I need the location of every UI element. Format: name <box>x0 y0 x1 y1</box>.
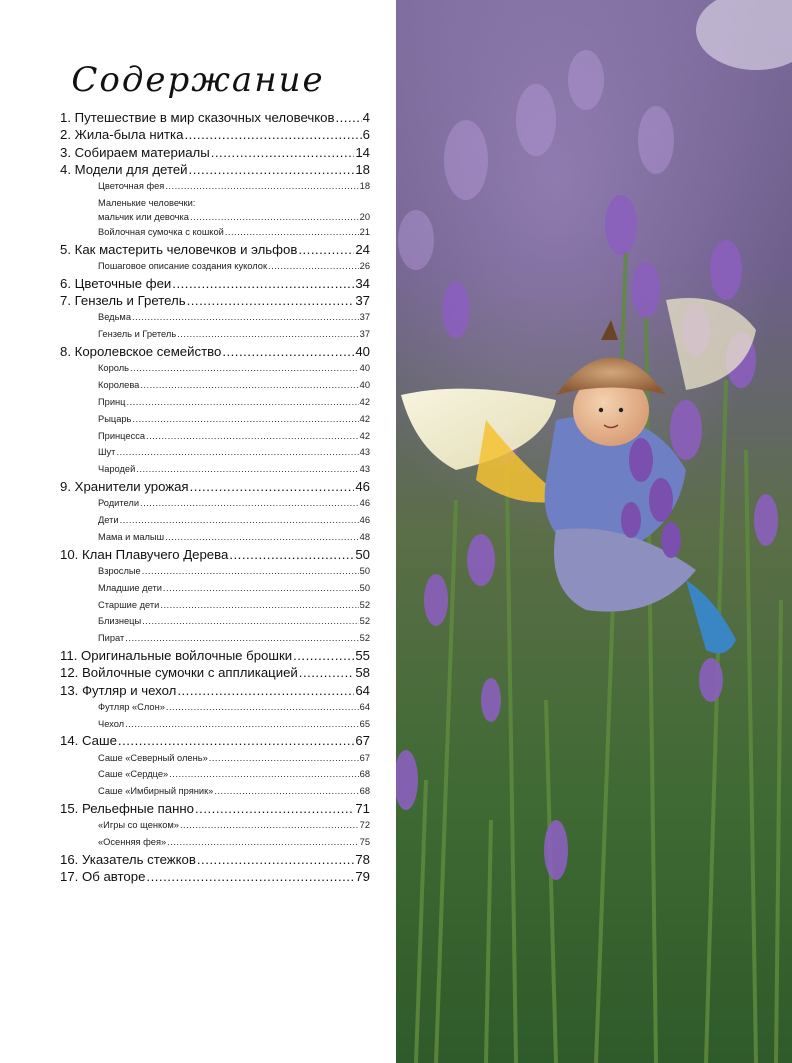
toc-leader-dots <box>268 258 359 275</box>
toc-page-number: 58 <box>355 665 370 681</box>
toc-subentry <box>60 597 370 614</box>
toc-page-number: 14 <box>355 144 370 160</box>
toc-leader-dots <box>335 109 361 126</box>
toc-chapter <box>60 161 370 178</box>
toc-subentry <box>60 178 370 195</box>
toc-leader-dots <box>190 478 355 495</box>
toc-chapter <box>60 647 370 664</box>
toc-entry-title: Пошаговое описание создания куколок <box>98 261 268 272</box>
toc-entry-title: 11. Оригинальные войлочные брошки <box>60 647 293 663</box>
toc-page-number: 65 <box>359 718 370 729</box>
toc-leader-dots <box>177 326 358 343</box>
toc-page-number: 67 <box>355 733 370 749</box>
toc-page-number: 75 <box>359 837 370 848</box>
toc-subentry <box>60 444 370 461</box>
toc-subentry <box>60 360 370 377</box>
toc-entry-title: Принцесса <box>98 430 146 441</box>
toc-page-number: 43 <box>359 464 370 475</box>
toc-leader-dots <box>298 241 354 258</box>
toc-entry-title: Старшие дети <box>98 599 160 610</box>
toc-page-number: 37 <box>359 329 370 340</box>
toc-page-number: 37 <box>355 293 370 309</box>
toc-page-number: 79 <box>355 869 370 885</box>
toc-leader-dots <box>165 529 359 546</box>
toc-chapter <box>60 241 370 258</box>
toc-subentry <box>60 630 370 647</box>
toc-page-number: 46 <box>359 515 370 526</box>
toc-leader-dots <box>136 461 358 478</box>
toc-leader-dots <box>146 428 359 445</box>
toc-entry-title: Пират <box>98 633 125 644</box>
toc-leader-dots <box>116 444 358 461</box>
toc-entry-title: Саше «Имбирный пряник» <box>98 786 214 797</box>
toc-subentry <box>60 428 370 445</box>
toc-page-number: 68 <box>359 769 370 780</box>
toc-page-number: 67 <box>359 752 370 763</box>
toc-entry-title: 4. Модели для детей <box>60 161 188 177</box>
toc-entry-title: 14. Саше <box>60 733 117 749</box>
toc-entry-title: Король <box>98 363 129 374</box>
toc-page-number: 46 <box>359 498 370 509</box>
toc-page-number: 50 <box>355 546 370 562</box>
toc-entry-title: 7. Гензель и Гретель <box>60 293 186 309</box>
toc-entry-title: мальчик или девочка <box>98 211 189 222</box>
toc-leader-dots <box>146 868 354 885</box>
toc-entry-title: Маленькие человечки: <box>98 197 196 208</box>
toc-leader-dots <box>211 144 355 161</box>
toc-leader-dots <box>118 732 354 749</box>
toc-leader-dots <box>214 783 358 800</box>
toc-entry-title: 15. Рельефные панно <box>60 801 194 817</box>
toc-entry-title: Ведьма <box>98 312 131 323</box>
toc-subentry <box>60 716 370 733</box>
toc-page-number: 18 <box>355 161 370 177</box>
toc-subentry <box>60 563 370 580</box>
toc-subentry <box>60 834 370 851</box>
toc-subentry <box>60 309 370 326</box>
toc-entry-title: 5. Как мастерить человечков и эльфов <box>60 241 298 257</box>
toc-entry-title: Шут <box>98 447 116 458</box>
toc-subentry <box>60 529 370 546</box>
toc-chapter <box>60 275 370 292</box>
toc-leader-dots <box>172 275 354 292</box>
toc-entry-title: 13. Футляр и чехол <box>60 682 177 698</box>
toc-leader-dots <box>189 161 355 178</box>
toc-entry-title: 2. Жила-была нитка <box>60 127 184 143</box>
toc-page-number: 6 <box>362 127 370 143</box>
toc-page-number: 64 <box>355 682 370 698</box>
toc-subentry <box>60 461 370 478</box>
toc-page-number: 50 <box>359 565 370 576</box>
toc-page-number: 43 <box>359 447 370 458</box>
toc-leader-dots <box>165 178 358 195</box>
toc-entry-title: «Осенняя фея» <box>98 837 167 848</box>
toc-leader-dots <box>127 394 359 411</box>
toc-entry-title: Рыцарь <box>98 413 132 424</box>
toc-leader-dots <box>222 343 354 360</box>
toc-page-number: 18 <box>359 181 370 192</box>
toc-subentry <box>60 495 370 512</box>
toc-page-number: 52 <box>359 616 370 627</box>
toc-subentry <box>60 512 370 529</box>
toc-subentry <box>60 411 370 428</box>
toc-page-number: 48 <box>359 531 370 542</box>
toc-leader-dots <box>125 716 359 733</box>
toc-leader-dots <box>195 800 354 817</box>
toc-page-number: 64 <box>359 701 370 712</box>
toc-entry-title: Младшие дети <box>98 582 162 593</box>
toc-subentry <box>60 210 370 224</box>
toc-subentry <box>60 580 370 597</box>
toc-page-number: 71 <box>355 801 370 817</box>
toc-leader-dots <box>163 580 359 597</box>
toc-page-number: 52 <box>359 633 370 644</box>
table-of-contents <box>60 109 370 886</box>
toc-page-number: 4 <box>362 110 370 125</box>
toc-entry-title: 9. Хранители урожая <box>60 478 189 494</box>
toc-subentry <box>60 699 370 716</box>
toc-page-number: 52 <box>359 599 370 610</box>
toc-page-number: 40 <box>355 344 370 360</box>
toc-chapter <box>60 682 370 699</box>
toc-page-number: 55 <box>355 647 370 663</box>
toc-leader-dots <box>160 597 358 614</box>
toc-page-number: 78 <box>355 851 370 867</box>
toc-entry-title: 6. Цветочные феи <box>60 275 172 291</box>
toc-page-number: 26 <box>359 261 370 272</box>
toc-leader-dots <box>132 411 358 428</box>
toc-entry-title: 1. Путешествие в мир сказочных человечков <box>60 110 335 125</box>
toc-leader-dots <box>142 613 358 630</box>
toc-leader-dots <box>140 495 359 512</box>
toc-chapter <box>60 664 370 681</box>
toc-entry-title: Родители <box>98 498 140 509</box>
toc-entry-title: Дети <box>98 515 119 526</box>
toc-subentry <box>60 326 370 343</box>
toc-page-number: 72 <box>359 820 370 831</box>
toc-chapter <box>60 868 370 885</box>
toc-leader-dots <box>140 377 358 394</box>
toc-page-number: 68 <box>359 786 370 797</box>
toc-page-number: 42 <box>359 396 370 407</box>
toc-page-number: 50 <box>359 582 370 593</box>
toc-page-number: 24 <box>355 241 370 257</box>
toc-subentry <box>60 817 370 834</box>
fairy-lavender-photo <box>396 0 792 1063</box>
toc-leader-dots <box>184 126 361 143</box>
toc-leader-dots <box>190 210 359 224</box>
toc-leader-dots <box>130 360 359 377</box>
toc-entry-title: Взрослые <box>98 565 141 576</box>
toc-page-number: 42 <box>359 413 370 424</box>
toc-subentry <box>60 766 370 783</box>
toc-entry-title: «Игры со щенком» <box>98 820 179 831</box>
toc-page-number: 46 <box>355 478 370 494</box>
toc-subentry <box>60 783 370 800</box>
toc-entry-title: Цветочная фея <box>98 181 165 192</box>
toc-leader-dots <box>197 851 354 868</box>
toc-entry-title: 17. Об авторе <box>60 869 146 885</box>
toc-leader-dots <box>142 563 359 580</box>
toc-page-number: 20 <box>359 211 370 222</box>
toc-leader-dots <box>177 682 354 699</box>
toc-entry-title: Чехол <box>98 718 125 729</box>
toc-entry-title: 16. Указатель стежков <box>60 851 196 867</box>
toc-chapter <box>60 851 370 868</box>
toc-entry-title: 10. Клан Плавучего Дерева <box>60 546 229 562</box>
toc-entry-title: Чародей <box>98 464 136 475</box>
toc-page-number: 42 <box>359 430 370 441</box>
toc-entry-title: Близнецы <box>98 616 142 627</box>
toc-subentry <box>60 750 370 767</box>
toc-subentry <box>60 224 370 241</box>
toc-leader-dots <box>293 647 354 664</box>
toc-leader-dots <box>229 546 354 563</box>
toc-leader-dots <box>225 224 359 241</box>
toc-leader-dots <box>209 750 359 767</box>
toc-page-number: 21 <box>359 226 370 237</box>
toc-chapter <box>60 546 370 563</box>
toc-page-number: 40 <box>359 380 370 391</box>
toc-entry-title: Саше «Сердце» <box>98 769 169 780</box>
page-title: Содержание <box>71 60 325 100</box>
toc-page-number: 34 <box>355 275 370 291</box>
toc-leader-dots <box>125 630 358 647</box>
toc-page-number: 37 <box>359 312 370 323</box>
toc-subentry <box>60 197 370 210</box>
toc-chapter <box>60 144 370 161</box>
toc-leader-dots <box>166 699 359 716</box>
toc-subentry <box>60 258 370 275</box>
toc-leader-dots <box>299 664 355 681</box>
toc-chapter <box>60 732 370 749</box>
toc-entry-title: Принц <box>98 396 126 407</box>
toc-leader-dots <box>187 292 355 309</box>
toc-leader-dots <box>120 512 359 529</box>
toc-entry-title: Войлочная сумочка с кошкой <box>98 226 224 237</box>
toc-chapter <box>60 126 370 143</box>
toc-chapter <box>60 343 370 360</box>
toc-leader-dots <box>132 309 359 326</box>
toc-entry-title: Саше «Северный олень» <box>98 752 208 763</box>
toc-leader-dots <box>180 817 359 834</box>
toc-chapter <box>60 292 370 309</box>
toc-chapter <box>60 109 370 126</box>
toc-page-number: 40 <box>359 363 370 374</box>
toc-chapter <box>60 800 370 817</box>
toc-entry-title: 8. Королевское семейство <box>60 344 222 360</box>
toc-entry-title: 12. Войлочные сумочки с аппликацией <box>60 665 298 681</box>
toc-subentry <box>60 394 370 411</box>
toc-entry-title: Мама и малыш <box>98 531 165 542</box>
toc-leader-dots <box>169 766 358 783</box>
toc-subentry <box>60 613 370 630</box>
toc-leader-dots <box>167 834 358 851</box>
toc-entry-title: Королева <box>98 380 140 391</box>
toc-entry-title: Гензель и Гретель <box>98 329 177 340</box>
toc-entry-title: Футляр «Слон» <box>98 701 165 712</box>
toc-chapter <box>60 478 370 495</box>
toc-entry-title: 3. Собираем материалы <box>60 144 210 160</box>
toc-subentry <box>60 377 370 394</box>
